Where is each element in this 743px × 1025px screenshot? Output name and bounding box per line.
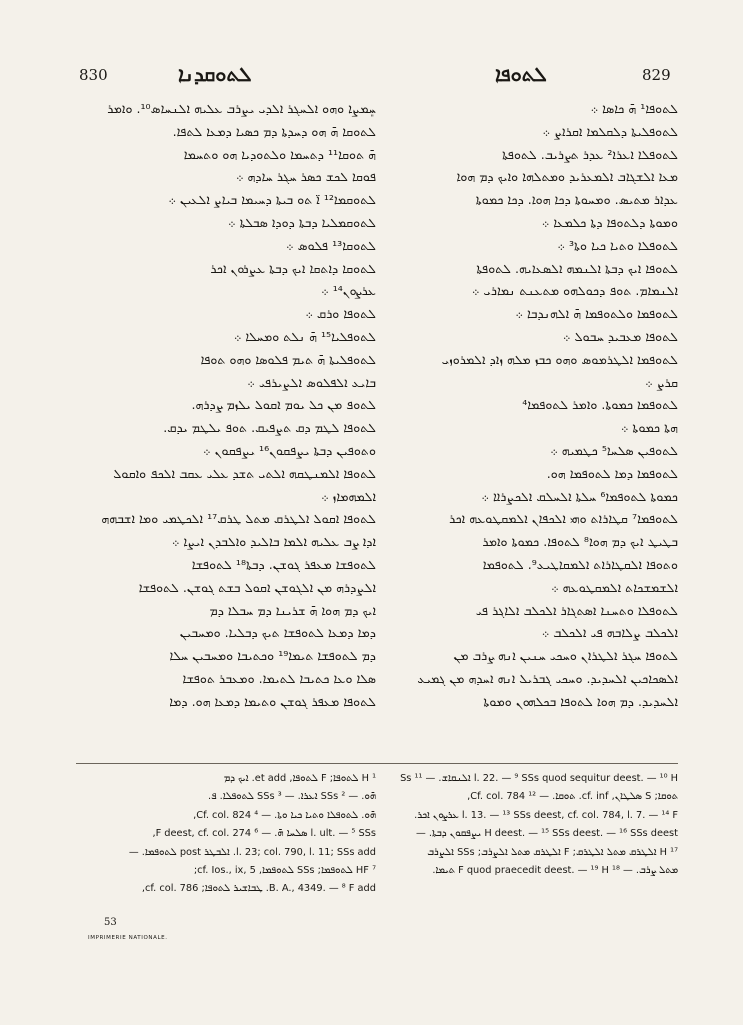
- dictionary-line: ܩܪܨ ܀: [645, 374, 678, 390]
- dictionary-line: ܣܠܐ ܘܥܐ ܟܬܝܒܐ ܠܬܝܡܐ. ܘܡܥܒܪ ܬܘܦܫܐ: [182, 670, 376, 686]
- left-column: [76, 98, 376, 750]
- footnote-line: B. A., 4349. — ⁸ F add. ܛܒܐܫܝܪ ܠܬܘܦܐ; cf. col. 786,: [141, 883, 376, 895]
- dictionary-line: ܠܬܘܦ ܡܢ ܟܠ ܝܘܡ ܐܩܘܠ ܝܠܙܡ ܨܕܪܗ.: [191, 397, 376, 413]
- dictionary-line: ܠܬܘܦܠܐ ܘܬܚܢܐ ܐܣܬܓܐܪ ܐܠܟܠܒ ܐܠܐܓܪ ܦܝ: [475, 602, 678, 618]
- dictionary-line: ܠܬܘܦܐ ܐܩܘܠ ܐܠܛܪܩ ܡܬܠ ܛܪܩ¹⁷ ܐܠܟܛܡܝ ܘܡܐ ܐܫܒܗܗ: [101, 511, 376, 527]
- right-page-number: 829: [642, 66, 671, 84]
- dictionary-line: ܐܕܐ ܨܒ ܥܠܝܗ ܐܠܡܐ ܒܐܠܝܕ ܘܐܠܒܕܢ ܐܝܨܐ ܀: [171, 534, 376, 550]
- dictionary-line: ܠܬܘܦܐ ܘܪܩ ܀: [305, 306, 376, 322]
- dictionary-line: ܠܬܘܦܡܐ ܕܡܐ ܠܬܘܦܡܐ ܗܘ.: [546, 465, 678, 481]
- dictionary-line: ܘܬܘܦܐ ܐܠܩܛܐܪܐܬ ܐܠܡܩܐܛܝܥ⁹. ܠܬܘܦܡܐ: [482, 556, 678, 572]
- dictionary-line: ܠܬܘܦܠܝܬܐ ܕܠܩܠܡܐ ܐܩܪܐܨ ܀: [542, 123, 678, 139]
- dictionary-line: ܐܠܟܠܒ ܨܠܐܒܗ ܦܝ ܐܠܟܠܒ ܀: [541, 625, 678, 641]
- dictionary-line: ܒܛܝܛ ܐܝܟ ܕܡ ܗܘܐ⁸ ܠܬܘܦܐ. ܟܡܘܬܐ ܘܐܡܪ: [482, 534, 678, 550]
- dictionary-line: ܠܬܘܩܡܐ¹² ܐ̈ ܬܘ ܒܝܬܐ ܕܚܝܡܐ ܒܝܐܨ ܐܠܥܝܢ ܀: [168, 192, 376, 208]
- dictionary-line: ܚܸܡܨܐ ܘܗܘ ܐܠܚܓܪ ܐܠܕܝ ܝܨܪܒ ܥܠܝܗ ܐܠܢܚܐܣ¹⁰. ܘܐܡܪ: [107, 101, 376, 116]
- footnote-rule: [76, 763, 678, 764]
- dictionary-line: ܠܬܘܦܐ ܡܥܦܪ ܓܘܫܢ ܘܬܝܡܐ ܕܡܥܐ ܗܘ. ܕܡܐ: [169, 693, 376, 709]
- dictionary-line: ܥܪܨܘܢ¹⁴ ܀: [321, 283, 376, 299]
- dictionary-line: ܠܬܘܦܠܝܬܐ ܗ̄ ܬܝܡ ܦܠܘܣܐ ܘܗܘ ܬܘܦܐ: [200, 351, 376, 367]
- dictionary-line: ܐܠܡܗܡܐܙ ܀: [321, 488, 376, 504]
- footnote-line: H deest. — ¹⁵ SSs deest. — ¹⁶ SSs deest ܝܨܦܩܘܢ ܕܒܬܐ. —: [416, 828, 678, 840]
- footnote-line: ¹ H ܠܬܘܦܐ; F ܠܬܘܦܐ, et add. ܐܝܟ ܕܡ: [223, 773, 376, 784]
- dictionary-line: ܠܬܘܦܡܐ ܘܠܬܘܦܡܐ ܗ̄ ܐܠܗܢܕܒܐ ܀: [515, 306, 678, 322]
- dictionary-line: ܠܬܘܦܫܐ ܡܥܦܪ ܓܘܫܢ. ܕܒܬܐ¹⁸ ܠܬܘܦܫܐ: [191, 556, 376, 572]
- dictionary-line: ܠܬܘܦܐ¹ ܗ̄ ܟܐܣܐ ܀: [590, 101, 678, 116]
- dictionary-line: ܗܬܐ ܟܡܘܬܐ ܀: [620, 420, 678, 436]
- dictionary-line: ܠܬܘܦܠܐ ܘܬܝܐ ܟܝܐ ܘܬܐ³ ܀: [557, 237, 678, 253]
- dictionary-line: ܠܬܘܦܐ ܚܓܪ ܐܠܛܪܐܢ ܘܚܟܝ ܚܢܝܢ ܐܢܗ ܨܪܒ ܡܢ: [453, 648, 678, 664]
- dictionary-line: ܠܬܘܦܡܐ ܐܠܛܪܡܘܣ ܘܗܘ ܟܒܙ ܡܠܗ ܙܐܕ ܐܠܡܪܘܙܝ: [441, 351, 678, 367]
- dictionary-line: ܠܬܘܦܡܐ⁷ ܩܛܐܪܐܬ ܘܗܝ ܐܠܟܦܐܢ ܐܠܡܩܛܘܥܗ ܐܟܪ: [449, 511, 678, 527]
- dictionary-line: ܒܐܝܥ ܐܠܦܠܘܣ ܐܠܨܝܪܦܝ ܀: [247, 374, 376, 390]
- dictionary-line: ܠܬܘܦܡܐ ܟܡܘܬܐ. ܘܐܡܪ ܠܬܘܦܡܐ⁴: [522, 397, 678, 413]
- dictionary-line: ܐܝܟ ܕܡ ܗܘܐ ܗ̄ ܫܪܝܢܐ ܕܡ ܚܒܠܐ ܕܡ: [209, 602, 376, 618]
- footnote-line: ܗ̄ܘ. — ² SSs ܐܥܪܐ. — ³ SSs ܠܬܘܦܠܐ. ܦ.: [208, 791, 376, 803]
- footnote-line: ܡܬܠ ܨܪܒ. — ¹⁸ F quod praecedit deest. — ¹⁹ H ܬܝܡܐ.: [432, 865, 678, 877]
- dictionary-line: ܘܡܘܬܐ ܕܠܬܘܦܐ ܕܬܐ ܟܠܡܥܐ ܀: [541, 214, 678, 230]
- dictionary-line: ܠܬܘܦܐ ܐܠܡܢܛܩܗ ܐܠܬܝ ܬܫܕ ܥܠܝ ܥܩܒ ܐܠܟܦ ܘܐܩܘܠ: [113, 465, 376, 481]
- footnote-line: ¹⁷ H ܐܠܛܪܩ ܡܬܠ ܐܠܛܪܩ; F ܐܠܛܪܩ ܡܬܠ ܐܠܨܪܒ; SSs ܐܠܨܪܒ: [427, 846, 678, 858]
- dictionary-line: ܕܡܐ ܕܡܥܐ ܠܬܘܦܫܐ ܬܝܟ ܕܒܠܝܐ. ܘܡܚܒܝܢ: [179, 625, 376, 641]
- dictionary-line: ܠܬܘܦܠܐ ܐܥܪܐ² ܥܕܪ ܬܨܪܝܒ. ܠܬܘܦܬܐ: [502, 146, 678, 162]
- dictionary-line: ܘܬܘܦܝܢ ܕܒܬܐ ܝܨܦܩܘܢ¹⁶ ܝܨܦܩܘܢ ܀: [203, 442, 376, 458]
- left-page-number: 830: [79, 66, 108, 84]
- dictionary-line: ܠܬܘܦܐ ܡܥܒܝܕ ܚܒܘܠ ܀: [562, 328, 678, 344]
- dictionary-line: ܐܠܫܡܫܟܐܬ ܐܠܡܩܛܘܥܗ ܀: [551, 579, 678, 595]
- dictionary-line: ܠܬܘܩܐ ܗ̄ ܗܘ ܕܚܕܬܐ ܕܡ ܟܣܝܐ ܕܡܥܐ ܠܬܦܐ.: [172, 123, 376, 139]
- dictionary-line: ܠܬܘܦܝܢ ܣܠܚܐ⁵ ܟܛܡܝܗ ܀: [550, 442, 678, 458]
- dictionary-line: ܦܘܩܐ ܠܟܫ ܟܣܪ ܚܓܪ ܚܐܕܗ ܀: [235, 169, 376, 185]
- dictionary-line: ܐܠܚܕܝܕ. ܕܡ ܗܘܐ ܠܬܘܦܐ ܒܟܠܗܘܢ ܘܡܘܬܐ: [483, 693, 678, 709]
- right-running-head: ܠܬܘܦܐ: [495, 62, 547, 86]
- dictionary-line: ܐܠܣܟܐܟܝܢ ܐܠܚܕܝܕ. ܘܚܟܝ ܓܒܪܝܠ ܐܢܗ ܐܚܕܗ ܡܢ ܓܡܝܥ: [417, 670, 678, 686]
- footnote-line: l. 13. — ¹³ SSs deest, cf. col. 784, l. 7. — ¹⁴ F ܥܪܨܘܢ ܐܟܪ.: [414, 809, 678, 821]
- dictionary-line: ܠܬܘܦܠܝܐ¹⁵ ܗ̄ ܢܠܬ ܘܡܚܠܐ ܀: [233, 328, 376, 344]
- footnote-line: ⁷ HF ܠܬܘܦܡܐ; SSs ܠܬܘܦܡܐ, cf. Ios., ix, 5;: [193, 865, 376, 877]
- dictionary-line: ܠܬܘܩܐ¹³ ܦܠܘܣ ܀: [286, 237, 376, 253]
- dictionary-line: ܠܬܘܦܐ ܠܛܡ ܕܩ ܬܨܦܝܩ. ܬܘܦ ܝܠܛܡ ܝܕܩ.: [163, 420, 376, 436]
- signature-mark: 53: [104, 917, 117, 928]
- footnote-line: l. 23; col. 790, l. 11; SSs add. ܐܠܒܛܪ post ܠܬܘܦܡܐ. —: [128, 846, 376, 858]
- dictionary-line: ܥܕܐܪ ܡܬܝܣ. ܘܡܚܘܬܐ ܕܟܐ ܗܘܐ. ܕܟܐ ܟܡܘܬܐ: [475, 192, 678, 208]
- dictionary-line: ܟܡܘܬܐ ܠܬܘܦܡܐ⁶ ܚܠܬܐ ܐܠܚܠܩ ܐܠܟܨܪܐܐ ܀: [481, 488, 678, 504]
- dictionary-line: ܐܠܢܡܐܡ. ܬܘܦ ܕܟܘܠܗܘ ܡܬܥܢܬ ܢܡܐܪܝ ܀: [471, 283, 678, 299]
- dictionary-line: ܗ̄ ܬܘܩܐ¹¹ ܕܬܚܡܐ ܘܠܬܘܕܝܐ ܗܘ ܘܬܚܡܐ: [183, 146, 376, 162]
- dictionary-line: ܠܬܘܩܐ ܕܐܬܩܐ ܐܝܟ ܕܒܬܐ ܥܨܪܘܢ ܐܟܪ: [210, 260, 376, 276]
- right-column: [378, 98, 678, 750]
- dictionary-line: ܠܬܘܩܡܠܝܐ ܕܒܬܐ ܕܘܕܐ ܣܒܠܬܐ ܀: [228, 214, 376, 230]
- footnote-line: l. ult. — ⁵ SSs ܣܠܚܐ ܗ̄. — ⁶ F deest, cf. col. 274,: [152, 828, 376, 840]
- dictionary-line: ܡܥܐ ܐܠܫܓܐܒ ܐܠܡܥܪܝܕ ܘܡܬܠܗܐ ܘܐܝܟ ܕܡ ܗܘܐ: [456, 169, 678, 185]
- dictionary-line: ܠܬܘܦܐ ܐܝܟ ܕܒܬܐ ܐܠܢܡܗ ܐܠܣܥܐܝܗ. ܠܬܘܦܬܐ: [476, 260, 678, 276]
- footnotes-right: [378, 770, 678, 920]
- footnote-line: ܬܘܩܐ; S ܣܠܛܐܢ, cf. inf. ܬܘܩܐ. — ¹² Cf. col. 784,: [467, 791, 678, 803]
- printer-imprint: IMPRIMERIE NATIONALE.: [88, 935, 168, 941]
- left-running-head: ܠܬܘܩܕܢܐ: [178, 62, 252, 86]
- page-header: [0, 62, 743, 90]
- footnote-line: ܗ̄ܘ. ܠܬܘܦܠܐ ܘܬܝܐ ܟܝܐ ܘܬܐ. — ⁴ Cf. col. 824,: [193, 809, 376, 821]
- footnote-line: l. 22. — ⁹ SSs quod sequitur deest. — ¹⁰ H ܐܠܢܩܐܫ. — ¹¹ Ss: [400, 773, 678, 784]
- dictionary-line: ܕܡ ܠܬܘܦܫܐ ܬܝܡܐ¹⁹ ܘܟܬܝܒܐ ܘܡܚܒܝܢ ܚܠܐ: [169, 648, 376, 664]
- footnotes-left: [76, 770, 376, 920]
- dictionary-line: ܐܠܨܕܪܗ ܡܢ ܐܠܓܘܫܢ ܐܩܘܠ ܒܫܬ ܓܘܫܢ. ܠܬܘܦܫܐ: [138, 579, 376, 595]
